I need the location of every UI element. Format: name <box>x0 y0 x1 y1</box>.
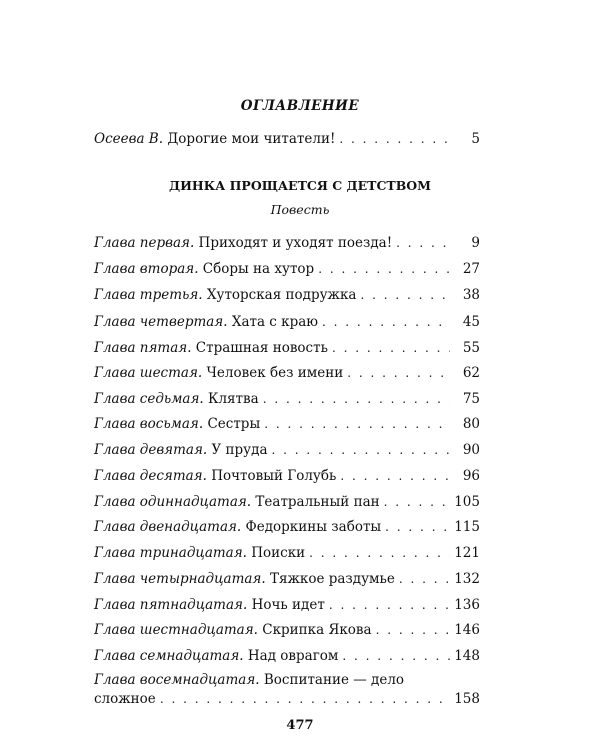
chapter-number: Глава семнадцатая. <box>94 648 244 664</box>
chapter-number: Глава вторая. <box>94 261 199 277</box>
toc-entry-last-line1 <box>94 672 480 688</box>
toc-heading: ОГЛАВЛЕНИЕ <box>240 98 360 114</box>
toc-entry <box>94 287 480 303</box>
dot-leader <box>396 236 450 250</box>
chapter-title: Тяжкое раздумье <box>269 571 395 587</box>
toc-entry-last-line2 <box>94 691 480 707</box>
chapter-page: 121 <box>454 545 480 561</box>
intro-title: Дорогие мои читатели! <box>167 131 336 147</box>
chapter-title: Ночь идет <box>251 597 325 613</box>
chapter-number: Глава четырнадцатая. <box>94 571 266 587</box>
intro-page: 5 <box>471 131 480 147</box>
chapter-page: 9 <box>471 235 480 251</box>
chapter-number: Глава четвертая. <box>94 314 228 330</box>
dot-leader <box>309 546 450 560</box>
toc-entry <box>94 545 480 561</box>
intro-author: Осеева В. <box>94 131 164 147</box>
chapter-page: 75 <box>462 391 480 407</box>
dot-leader <box>329 598 450 612</box>
book-subtitle: Повесть <box>270 202 330 217</box>
chapter-number: Глава седьмая. <box>94 391 204 407</box>
chapter-page: 136 <box>454 597 480 613</box>
book-title: ДИНКА ПРОЩАЕТСЯ С ДЕТСТВОМ <box>168 178 431 193</box>
dot-leader <box>347 366 450 380</box>
chapter-number: Глава первая. <box>94 235 195 251</box>
toc-entry <box>94 519 480 535</box>
toc-entry <box>94 365 480 381</box>
toc-entry <box>94 391 480 407</box>
chapter-title: Федоркины заботы <box>245 519 382 535</box>
chapter-number: Глава восемнадцатая. <box>94 672 260 688</box>
chapter-title: Человек без имени <box>206 365 344 381</box>
dot-leader <box>272 443 451 457</box>
chapter-number: Глава одиннадцатая. <box>94 494 252 510</box>
chapter-title: Сестры <box>207 416 261 432</box>
chapter-title: Над оврагом <box>247 648 339 664</box>
dot-leader <box>385 520 450 534</box>
dot-leader <box>332 341 450 355</box>
chapter-page: 80 <box>462 416 480 432</box>
dot-leader <box>322 315 450 329</box>
chapter-number: Глава девятая. <box>94 442 208 458</box>
chapter-page: 90 <box>462 442 480 458</box>
chapter-title: Театральный пан <box>255 494 380 510</box>
dot-leader <box>264 417 450 431</box>
chapter-number: Глава десятая. <box>94 468 207 484</box>
chapter-title: Хуторская подружка <box>206 287 357 303</box>
toc-entry <box>94 648 480 664</box>
chapter-number: Глава тринадцатая. <box>94 545 247 561</box>
chapter-title: Клятва <box>208 391 259 407</box>
chapter-title: Страшная новость <box>195 340 328 356</box>
chapter-title: Приходят и уходят поезда! <box>198 235 393 251</box>
chapter-page: 115 <box>454 519 480 535</box>
chapter-number: Глава шестая. <box>94 365 203 381</box>
chapter-title-line2: сложное <box>94 691 156 707</box>
page-number: 477 <box>286 718 314 733</box>
toc-entry-intro <box>94 131 480 147</box>
chapter-page: 27 <box>462 261 480 277</box>
chapter-page: 105 <box>454 494 480 510</box>
toc-entry <box>94 442 480 458</box>
chapter-page: 148 <box>454 648 480 664</box>
dot-leader <box>160 692 450 706</box>
chapter-title: Поиски <box>251 545 306 561</box>
chapter-title: Почтовый Голубь <box>211 468 337 484</box>
dot-leader <box>339 132 450 146</box>
dot-leader <box>384 495 450 509</box>
toc-entry <box>94 571 480 587</box>
dot-leader <box>340 469 450 483</box>
toc-entry <box>94 494 480 510</box>
chapter-page: 62 <box>462 365 480 381</box>
toc-entry <box>94 468 480 484</box>
chapter-number: Глава шестнадцатая. <box>94 622 258 638</box>
chapter-title: У пруда <box>211 442 268 458</box>
dot-leader <box>376 623 450 637</box>
toc-entry <box>94 416 480 432</box>
chapter-title: Хата с краю <box>231 314 319 330</box>
chapter-page: 96 <box>462 468 480 484</box>
chapter-page: 38 <box>462 287 480 303</box>
chapter-page: 55 <box>462 340 480 356</box>
dot-leader <box>342 649 450 663</box>
chapter-page: 146 <box>454 622 480 638</box>
toc-entry <box>94 314 480 330</box>
chapter-page: 158 <box>454 691 480 707</box>
chapter-number: Глава восьмая. <box>94 416 204 432</box>
toc-entry <box>94 597 480 613</box>
chapter-number: Глава двенадцатая. <box>94 519 242 535</box>
chapter-number: Глава третья. <box>94 287 203 303</box>
chapter-page: 45 <box>462 314 480 330</box>
toc-entry <box>94 261 480 277</box>
dot-leader <box>263 392 450 406</box>
dot-leader <box>360 288 450 302</box>
dot-leader <box>399 572 450 586</box>
toc-entry <box>94 340 480 356</box>
toc-entry <box>94 622 480 638</box>
chapter-page: 132 <box>454 571 480 587</box>
toc-entry <box>94 235 480 251</box>
dot-leader <box>318 262 450 276</box>
chapter-title-line1: Воспитание — дело <box>263 672 405 688</box>
chapter-number: Глава пятая. <box>94 340 192 356</box>
chapter-title: Скрипка Якова <box>262 622 372 638</box>
chapter-number: Глава пятнадцатая. <box>94 597 248 613</box>
chapter-title: Сборы на хутор <box>202 261 315 277</box>
